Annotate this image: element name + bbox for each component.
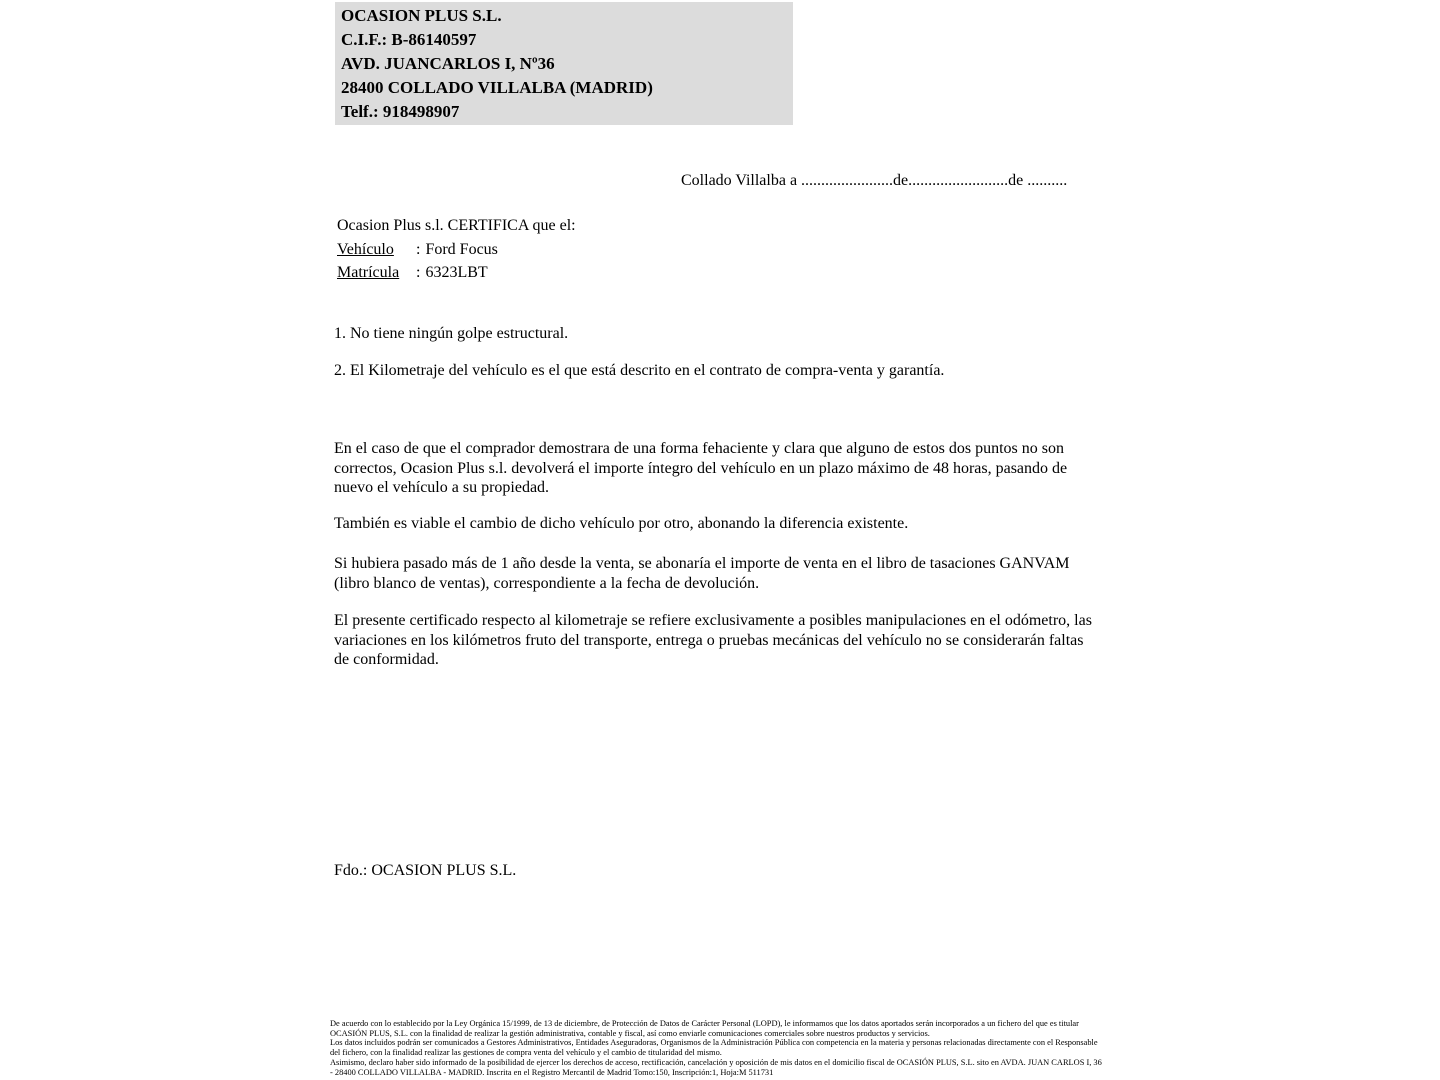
vehicle-field-label: Vehículo <box>337 240 394 258</box>
statement-mileage: 2. El Kilometraje del vehículo es el que está descrito en el contrato de compra-venta y garantía. <box>334 362 945 379</box>
legal-paragraph-lopd: De acuerdo con lo establecido por la Ley Orgánica 15/1999, de 13 de diciembre, de Protección de Datos de Carácter Personal (LOPD), le informamos que los datos aportados serán incorporados a un fichero del que es titular OCASIÓN PLUS, S.L. con la finalidad de realizar la gestión administrativa, contable y fiscal, así como enviarle comunicaciones comerciales sobre nuestros productos y servicios. <box>330 1019 1079 1038</box>
paragraph-refund-policy: En el caso de que el comprador demostrara de una forma fehaciente y clara que alguno de estos dos puntos no son correctos, Ocasion Plus s.l. devolverá el importe íntegro del vehículo en un plazo máximo de 48 horas, pasando de nuevo el vehículo a su propiedad. <box>334 440 1068 496</box>
legal-paragraph-rights: Asimismo, declaro haber sido informado de la posibilidad de ejercer los derechos de acceso, rectificación, cancelación y oposición de mis datos en el domicilio fiscal de OCASIÓN PLUS, S.L. sito en AVDA. JUAN CARLOS I, 36 - 28400 COLLADO VILLALBA - MADRID. Inscrita en el Registro Mercantil de Madrid Tomo:150, Inscripción:1, Hoja:M 511731 <box>330 1057 1102 1077</box>
certificate-block <box>337 214 576 285</box>
certificate-intro: Ocasion Plus s.l. CERTIFICA que el: <box>337 217 576 234</box>
field-separator: : <box>416 264 421 281</box>
statement-no-structural-damage: 1. No tiene ningún golpe estructural. <box>334 325 569 342</box>
company-cif: C.I.F.: B-86140597 <box>341 30 477 49</box>
company-name: OCASION PLUS S.L. <box>341 6 502 25</box>
legal-footer <box>330 1019 1105 1077</box>
signature-line: Fdo.: OCASION PLUS S.L. <box>334 862 517 879</box>
plate-field-value: 6323LBT <box>425 264 488 281</box>
company-address: AVD. JUANCARLOS I, Nº36 <box>341 54 555 73</box>
paragraph-odometer-disclaimer: El presente certificado respecto al kilometraje se refiere exclusivamente a posibles manipulaciones en el odómetro, las variaciones en los kilómetros fruto del transporte, entrega o pruebas mecánicas del vehículo no se considerarán faltas de conformidad. <box>334 612 1092 668</box>
plate-field-label: Matrícula <box>337 264 400 281</box>
company-phone: Telf.: 918498907 <box>341 102 460 121</box>
company-info-box <box>335 2 793 125</box>
legal-paragraph-data-sharing: Los datos incluidos podrán ser comunicados a Gestores Administrativos, Entidades Aseguradoras, Organismos de la Administración Pública con competencia en la materia y personas relacionadas directamente con el Responsable del fichero, con la finalidad realizar las gestiones de compra venta del vehículo y el cambio de titularidad del mismo. <box>330 1038 1098 1058</box>
company-city: 28400 COLLADO VILLALBA (MADRID) <box>341 78 653 97</box>
paragraph-ganvam-valuation: Si hubiera pasado más de 1 año desde la venta, se abonaría el importe de venta en el libro de tasaciones GANVAM (libro blanco de ventas), correspondiente a la fecha de devolución. <box>334 555 1070 592</box>
field-separator: : <box>416 240 421 258</box>
vehicle-field-value: Ford Focus <box>425 240 498 258</box>
vehicle-field <box>337 238 576 262</box>
paragraph-exchange-option: También es viable el cambio de dicho vehículo por otro, abonando la diferencia existente. <box>334 515 909 532</box>
plate-field <box>337 261 576 285</box>
date-fill-in-line: Collado Villalba a .......................de.........................de .......... <box>681 172 1068 189</box>
